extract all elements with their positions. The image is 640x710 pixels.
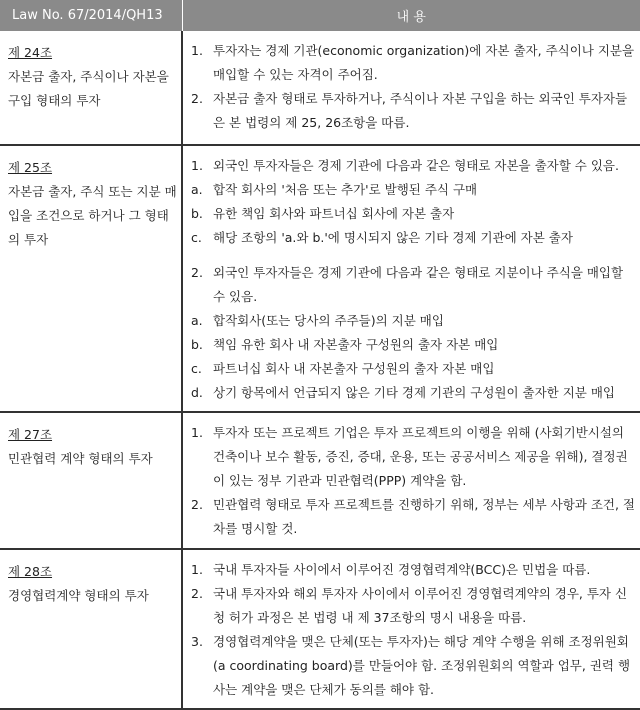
table-row (0, 412, 640, 549)
list-item (191, 421, 636, 493)
list-item (191, 202, 636, 226)
item-text: 경영협력계약을 맺은 단체(또는 투자자)는 해당 계약 수행을 위해 조정위원회(a coordinating board)를 만들어야 함. 조정위원회의 역할과 업무, 권력 행사는 계약을 맺은 단체가 동의를 해야 함. (213, 634, 631, 697)
item-text: 민관협력 형태로 투자 프로젝트를 진행하기 위해, 정부는 세부 사항과 조건, 절차를 명시할 것. (213, 497, 636, 536)
item-marker: 1. (191, 158, 203, 173)
list-item (191, 309, 636, 333)
list-item (191, 261, 636, 309)
article-title: 민관협력 계약 형태의 투자 (8, 451, 153, 466)
table-row (0, 31, 640, 145)
item-marker: a. (191, 313, 203, 328)
item-text: 책임 유한 회사 내 자본출자 구성원의 출자 자본 매입 (213, 337, 499, 352)
list-item (191, 630, 636, 702)
article-number: 제 28조 (8, 564, 53, 579)
list-item (191, 357, 636, 381)
item-marker: 1. (191, 43, 203, 58)
article-cell (0, 412, 182, 549)
content-cell (182, 145, 640, 412)
item-marker: 2. (191, 265, 203, 280)
spacer (191, 250, 636, 261)
item-marker: 2. (191, 497, 203, 512)
table-row (0, 549, 640, 709)
content-cell (182, 412, 640, 549)
content-cell (182, 549, 640, 709)
item-marker: 1. (191, 562, 203, 577)
item-marker: b. (191, 206, 203, 221)
list-item (191, 154, 636, 178)
item-marker: 2. (191, 586, 203, 601)
item-marker: 1. (191, 425, 203, 440)
list-item (191, 39, 636, 87)
item-marker: d. (191, 385, 203, 400)
list-item (191, 582, 636, 630)
item-marker: 2. (191, 91, 203, 106)
item-text: 해당 조항의 'a.와 b.'에 명시되지 않은 기타 경제 기관에 자본 출자 (213, 230, 573, 245)
item-text: 투자자는 경제 기관(economic organization)에 자본 출자, 주식이나 지분을 매입할 수 있는 자격이 주어짐. (213, 43, 635, 82)
content-header: 내 용 (182, 0, 640, 31)
article-number: 제 24조 (8, 45, 53, 60)
item-text: 자본금 출자 형태로 투자하거나, 주식이나 자본 구입을 하는 외국인 투자자들은 본 법령의 제 25, 26조항을 따름. (213, 91, 628, 130)
table-row (0, 145, 640, 412)
item-text: 상기 항목에서 언급되지 않은 기타 경제 기관의 구성원이 출자한 지분 매입 (213, 385, 615, 400)
law-number-header: Law No. 67/2014/QH13 (0, 0, 182, 31)
item-text: 국내 투자자들 사이에서 이루어진 경영협력계약(BCC)은 민법을 따름. (213, 562, 591, 577)
item-text: 국내 투자자와 해외 투자자 사이에서 이루어진 경영협력계약의 경우, 투자 신청 허가 과정은 본 법령 내 제 37조항의 명시 내용을 따름. (213, 586, 628, 625)
item-marker: c. (191, 361, 202, 376)
item-marker: b. (191, 337, 203, 352)
item-text: 합작 회사의 '처음 또는 추가'로 발행된 주식 구매 (213, 182, 478, 197)
article-title: 경영협력계약 형태의 투자 (8, 588, 149, 603)
article-number: 제 25조 (8, 160, 53, 175)
list-item (191, 381, 636, 405)
item-marker: 3. (191, 634, 203, 649)
item-text: 유한 책임 회사와 파트너십 회사에 자본 출자 (213, 206, 455, 221)
article-number: 제 27조 (8, 427, 53, 442)
list-item (191, 558, 636, 582)
item-text: 투자자 또는 프로젝트 기업은 투자 프로젝트의 이행을 위해 (사회기반시설의 건축이나 보수 활동, 증진, 증대, 운용, 또는 공공서비스 제공을 위해), 결정권이 있는 정부 기관과 민관협력(PPP) 계약을 함. (213, 425, 628, 488)
content-cell (182, 31, 640, 145)
article-title: 자본금 출자, 주식이나 자본을 구입 형태의 투자 (8, 69, 169, 108)
item-text: 외국인 투자자들은 경제 기관에 다음과 같은 형태로 지분이나 주식을 매입할 수 있음. (213, 265, 624, 304)
item-marker: c. (191, 230, 202, 245)
article-cell (0, 549, 182, 709)
item-text: 외국인 투자자들은 경제 기관에 다음과 같은 형태로 자본을 출자할 수 있음. (213, 158, 619, 173)
item-marker: a. (191, 182, 203, 197)
article-title: 자본금 출자, 주식 또는 지분 매입을 조건으로 하거나 그 형태의 투자 (8, 184, 177, 247)
article-cell (0, 145, 182, 412)
item-text: 파트너십 회사 내 자본출자 구성원의 출자 자본 매입 (213, 361, 495, 376)
list-item (191, 226, 636, 250)
list-item (191, 493, 636, 541)
table-header-row (0, 0, 640, 31)
list-item (191, 333, 636, 357)
list-item (191, 87, 636, 135)
article-cell (0, 31, 182, 145)
item-text: 합작회사(또는 당사의 주주들)의 지분 매입 (213, 313, 444, 328)
list-item (191, 178, 636, 202)
